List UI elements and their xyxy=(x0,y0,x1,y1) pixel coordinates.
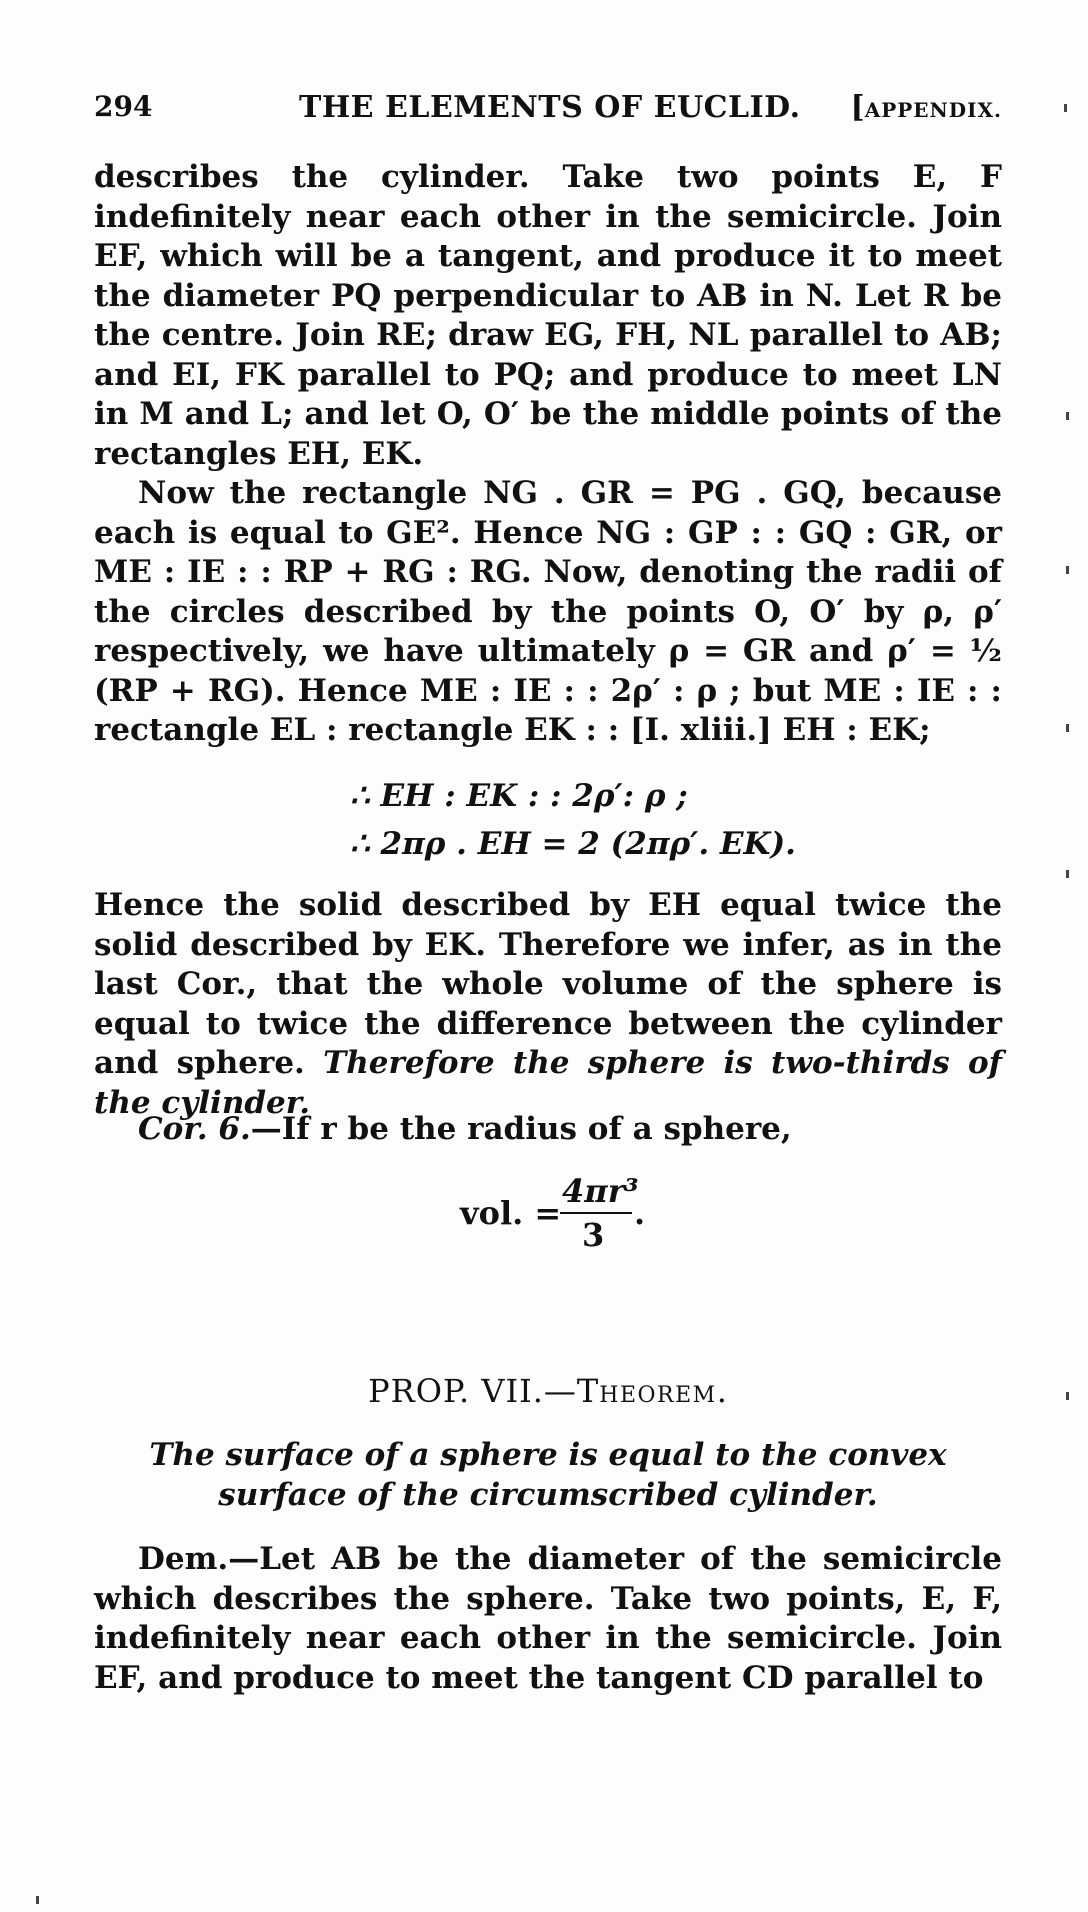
fraction-bar xyxy=(560,1212,632,1214)
page-header xyxy=(94,86,1002,136)
margin-mark xyxy=(1066,412,1069,420)
equation-product: ∴ 2πρ . EH = 2 (2πρ′. EK). xyxy=(350,826,796,862)
margin-mark xyxy=(1066,1392,1069,1400)
margin-mark xyxy=(36,1896,39,1904)
demonstration xyxy=(94,1540,1002,1698)
dem-text: —Let AB be the diameter of the semicircle which describes the sphere. Take two points, E, F, indefinitely near each other in the semicircle. Join EF, and produce to meet the tangent CD parallel to xyxy=(94,1541,1002,1696)
margin-mark xyxy=(1064,104,1067,112)
equation-ratio: ∴ EH : EK : : 2ρ′: ρ ; xyxy=(350,778,688,814)
conclusion-italic: Therefore the sphere is two-thirds of the cylinder. xyxy=(94,1045,1003,1121)
paragraph-1: describes the cylinder. Take two points E, F indefinitely near each other in the semicircle. Join EF, which will be a tangent, and produce it to meet the diameter PQ perpendicular to AB in N. Let R be the centre. Join RE; draw EG, FH, NL parallel to AB; and EI, FK parallel to PQ; and produce to meet LN in M and L; and let O, O′ be the middle points of the rectangles EH, EK. xyxy=(94,159,1002,472)
prop-heading xyxy=(94,1372,1002,1410)
paragraph-2: Now the rectangle NG . GR = PG . GQ, because each is equal to GE². Hence NG : GP : : GQ : GR, or ME : IE : : RP + RG : RG. Now, denoting the radii of the circles described by the points O, O′ by ρ, ρ′ respectively, we have ultimately ρ = GR and ρ′ = ½ (RP + RG). Hence ME : IE : : 2ρ′ : ρ ; but ME : IE : : rectangle EL : rectangle EK : : [I. xliii.] EH : EK; xyxy=(94,475,1002,748)
corollary-text: —If r be the radius of a sphere, xyxy=(250,1111,792,1147)
formula-denominator: 3 xyxy=(582,1216,605,1254)
prop-kind: THEOREM. xyxy=(576,1372,728,1410)
corollary-label: Cor. 6. xyxy=(138,1111,251,1147)
dem-label: Dem. xyxy=(138,1541,229,1577)
margin-mark xyxy=(1066,724,1069,732)
corollary-line xyxy=(94,1110,1002,1150)
running-title: THE ELEMENTS OF EUCLID. xyxy=(299,90,801,125)
prop-title: PROP. VII.— xyxy=(368,1372,577,1410)
page-number: 294 xyxy=(94,90,153,123)
formula-lhs: vol. = xyxy=(460,1194,562,1232)
formula-numerator: 4πr³ xyxy=(562,1172,639,1210)
margin-mark xyxy=(1066,566,1069,574)
formula-period: . xyxy=(634,1194,646,1232)
margin-mark xyxy=(1066,870,1069,878)
section-label: [APPENDIX. xyxy=(850,90,1002,125)
prop-enunciation: The surface of a sphere is equal to the convex surface of the circumscribed cylinder. xyxy=(149,1437,947,1513)
paragraph-3 xyxy=(94,886,1002,1123)
paragraph-3-text: Hence the solid described by EH equal twice the solid described by EK. Therefore we infer, as in the last Cor., that the whole volume of the sphere is equal to twice the difference between the cylinder and sphere. xyxy=(94,887,1002,1081)
